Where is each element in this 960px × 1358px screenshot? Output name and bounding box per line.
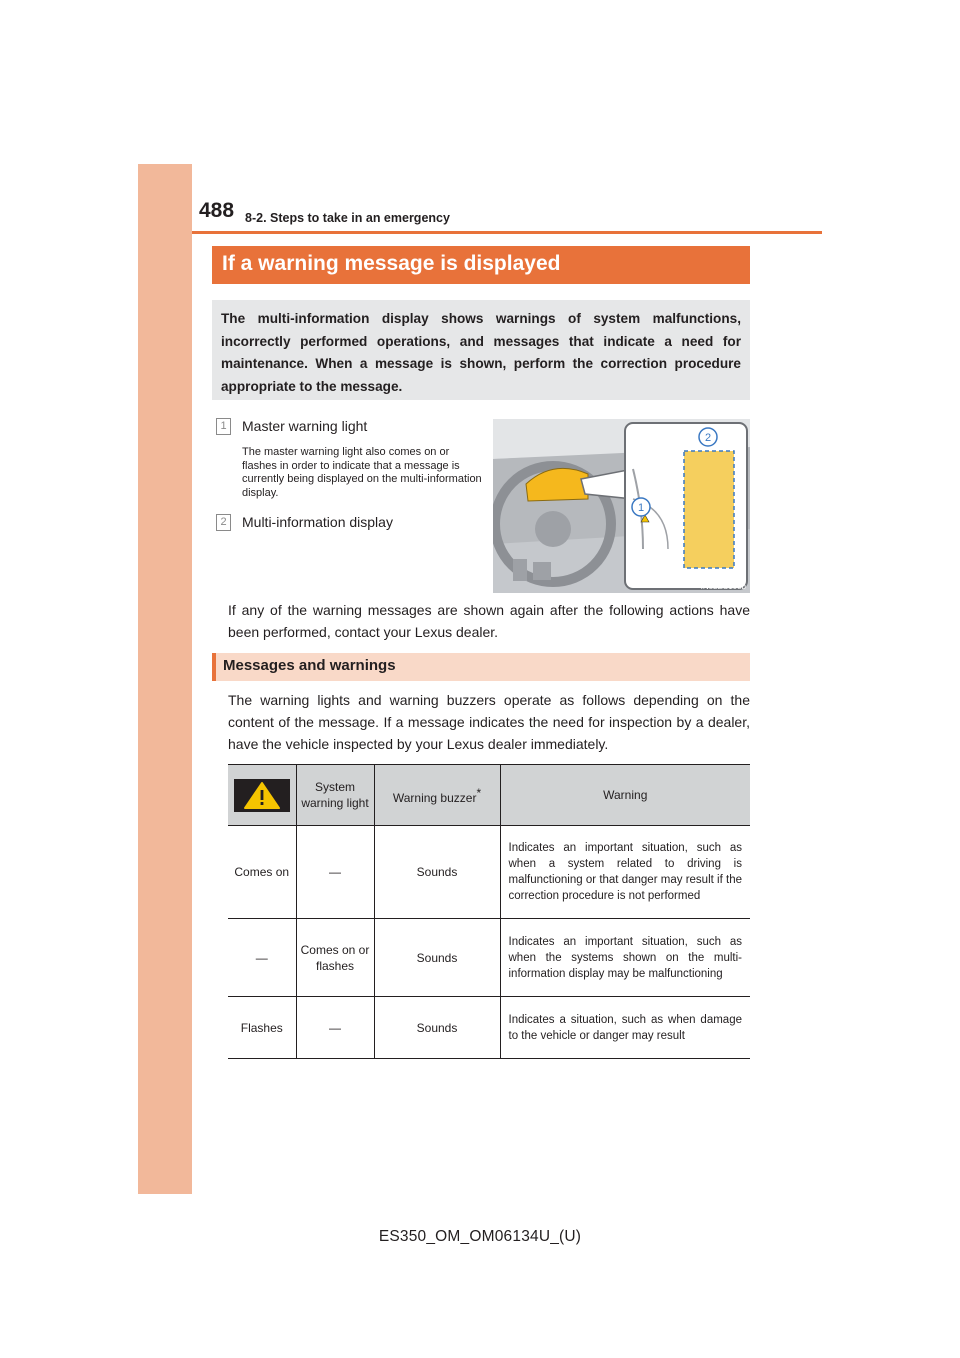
table-header-row (228, 765, 750, 826)
callout-1: 1 (637, 502, 645, 514)
table-row (228, 997, 750, 1059)
asterisk-mark: * (476, 785, 482, 800)
section-title-bar (212, 246, 750, 284)
item-description-master-warning-light: The master warning light also comes on or flashes in order to indicate that a message is currently being displayed on the multi-information display. (242, 446, 482, 499)
section-title: If a warning message is displayed (222, 252, 561, 275)
chapter-heading: 8-2. Steps to take in an emergency (245, 211, 450, 225)
system-warning-light-header: System warning light (296, 765, 374, 826)
warning-cell: Indicates an important situation, such as when a system related to driving is malfunctioning or that danger may result if the correction procedure is not performed (500, 826, 750, 919)
page-number: 488 (199, 199, 235, 222)
warning-cell: Indicates a situation, such as when damage to the vehicle or danger may result (500, 997, 750, 1059)
dashboard-drawing (493, 419, 750, 593)
item-title-multi-information-display: Multi-information display (242, 514, 393, 530)
header-rule (192, 231, 822, 234)
subsection-paragraph: The warning lights and warning buzzers operate as follows depending on the content of the message. If a message indicates the need for inspection by a dealer, have the vehicle inspected by your Lexus dealer immediately. (228, 692, 750, 752)
warnings-table (228, 764, 750, 1059)
dashboard-illustration (493, 419, 750, 593)
buzzer-cell: Sounds (374, 826, 500, 919)
item-number-badge: 1 (216, 418, 231, 435)
intro-box (212, 300, 750, 400)
master-cell: — (228, 919, 296, 997)
subsection-title: Messages and warnings (223, 657, 396, 674)
warning-cell: Indicates an important situation, such as when the systems shown on the multi-information display may be malfunctioning (500, 919, 750, 997)
master-warning-header (228, 765, 296, 826)
intro-text: The multi-information display shows warnings of system malfunctions, incorrectly performed operations, and messages that indicate a need for maintenance. When a message is shown, perform the correction procedure appropriate to the message. (221, 311, 741, 394)
subsection-bar (212, 653, 750, 681)
after-actions-paragraph: If any of the warning messages are shown again after the following actions have been performed, contact your Lexus dealer. (228, 602, 750, 640)
table-row (228, 919, 750, 997)
table-row (228, 826, 750, 919)
subsection-accent (212, 653, 216, 681)
master-cell: Flashes (228, 997, 296, 1059)
warning-buzzer-header (374, 765, 500, 826)
footer-document-code: ES350_OM_OM06134U_(U) (378, 1228, 582, 1245)
warning-buzzer-header-label: Warning buzzer (392, 790, 477, 805)
system-cell: Comes on or flashes (296, 919, 374, 997)
item-number-badge: 2 (216, 514, 231, 531)
system-cell: — (296, 997, 374, 1059)
item-title-master-warning-light: Master warning light (242, 418, 368, 434)
buzzer-cell: Sounds (374, 919, 500, 997)
side-tab-bar (138, 164, 192, 1194)
illustration-code: IN82ES103b (700, 582, 746, 591)
callout-2: 2 (704, 432, 712, 444)
master-cell: Comes on (228, 826, 296, 919)
buzzer-cell: Sounds (374, 997, 500, 1059)
warning-header: Warning (500, 765, 750, 826)
master-warning-icon (234, 779, 290, 812)
system-cell: — (296, 826, 374, 919)
